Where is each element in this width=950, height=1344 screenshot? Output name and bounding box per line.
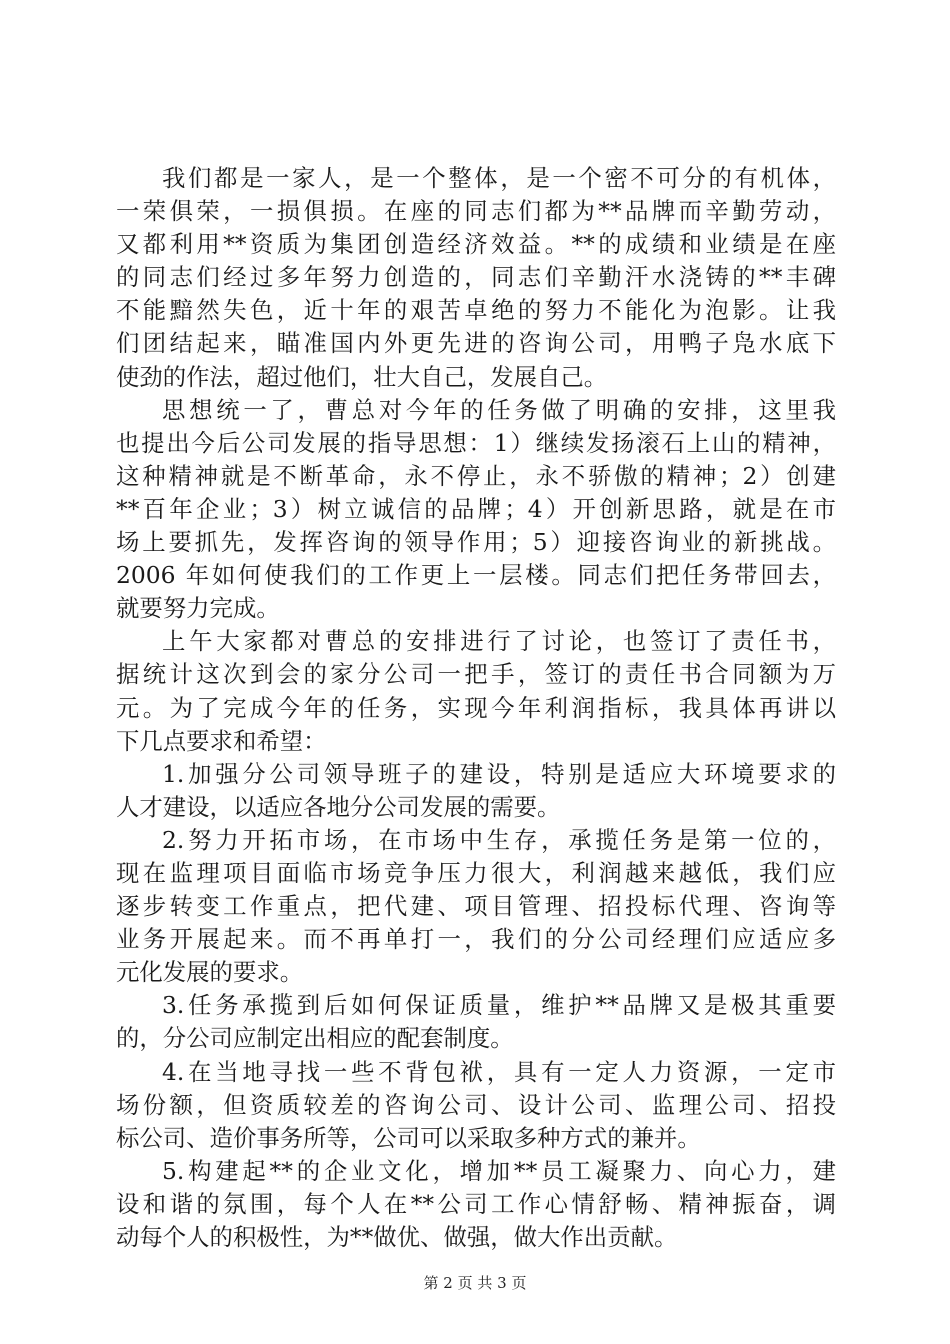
text-line: 3.任务承揽到后如何保证质量，维护**品牌又是极其重要: [162, 991, 836, 1020]
text-line: 这种精神就是不断革命，永不停止，永不骄傲的精神；2）创建: [116, 461, 836, 490]
text-line: 1.加强分公司领导班子的建设，特别是适应大环境要求的: [162, 759, 836, 788]
text-line: 4.在当地寻找一些不背包袱，具有一定人力资源，一定市: [162, 1057, 836, 1086]
text-line: 设和谐的氛围，每个人在**公司工作心情舒畅、精神振奋，调: [116, 1189, 836, 1218]
text-line: 逐步转变工作重点，把代建、项目管理、招投标代理、咨询等: [116, 892, 836, 921]
text-line: 2.努力开拓市场，在市场中生存，承揽任务是第一位的，: [162, 825, 836, 854]
text-line: 也提出今后公司发展的指导思想：1）继续发扬滚石上山的精神，: [116, 428, 836, 457]
text-line: 场份额，但资质较差的咨询公司、设计公司、监理公司、招投: [116, 1090, 836, 1119]
text-line: 的，分公司应制定出相应的配套制度。: [116, 1024, 514, 1053]
text-line: 就要努力完成。: [116, 594, 280, 623]
text-line: 现在监理项目面临市场竞争压力很大，利润越来越低，我们应: [116, 858, 836, 887]
text-line: 2006 年如何使我们的工作更上一层楼。同志们把任务带回去，: [116, 561, 836, 590]
text-line: 业务开展起来。而不再单打一，我们的分公司经理们应适应多: [116, 925, 836, 954]
text-line: 场上要抓先，发挥咨询的领导作用；5）迎接咨询业的新挑战。: [116, 528, 836, 557]
text-line: 上午大家都对曹总的安排进行了讨论，也签订了责任书，: [162, 627, 836, 656]
text-line: 思想统一了，曹总对今年的任务做了明确的安排，这里我: [162, 395, 836, 424]
text-line: 元。为了完成今年的任务，实现今年利润指标，我具体再讲以: [116, 693, 836, 722]
text-line: 人才建设，以适应各地分公司发展的需要。: [116, 792, 561, 821]
text-line: 使劲的作法，超过他们，壮大自己，发展自己。: [116, 362, 608, 391]
text-line: 一荣俱荣，一损俱损。在座的同志们都为**品牌而辛勤劳动，: [116, 197, 836, 226]
text-line: 元化发展的要求。: [116, 958, 304, 987]
text-line: 下几点要求和希望：: [116, 726, 327, 755]
text-line: 们团结起来，瞄准国内外更先进的咨询公司，用鸭子凫水底下: [116, 329, 836, 358]
text-line: 5.构建起**的企业文化，增加**员工凝聚力、向心力，建: [162, 1156, 836, 1185]
text-line: 的同志们经过多年努力创造的，同志们辛勤汗水浇铸的**丰碑: [116, 263, 836, 292]
text-line: **百年企业；3）树立诚信的品牌；4）开创新思路，就是在市: [116, 494, 836, 523]
document-body: [116, 162, 836, 1254]
text-line: 又都利用**资质为集团创造经济效益。**的成绩和业绩是在座: [116, 230, 836, 259]
text-line: 标公司、造价事务所等，公司可以采取多种方式的兼并。: [116, 1123, 701, 1152]
text-line: 据统计这次到会的家分公司一把手，签订的责任书合同额为万: [116, 660, 836, 689]
text-line: 我们都是一家人，是一个整体，是一个密不可分的有机体，: [162, 164, 836, 192]
text-line: 动每个人的积极性，为**做优、做强，做大作出贡献。: [116, 1223, 678, 1251]
page-footer: 第 2 页 共 3 页: [423, 1274, 527, 1292]
text-line: 不能黯然失色，近十年的艰苦卓绝的努力不能化为泡影。让我: [116, 296, 836, 325]
